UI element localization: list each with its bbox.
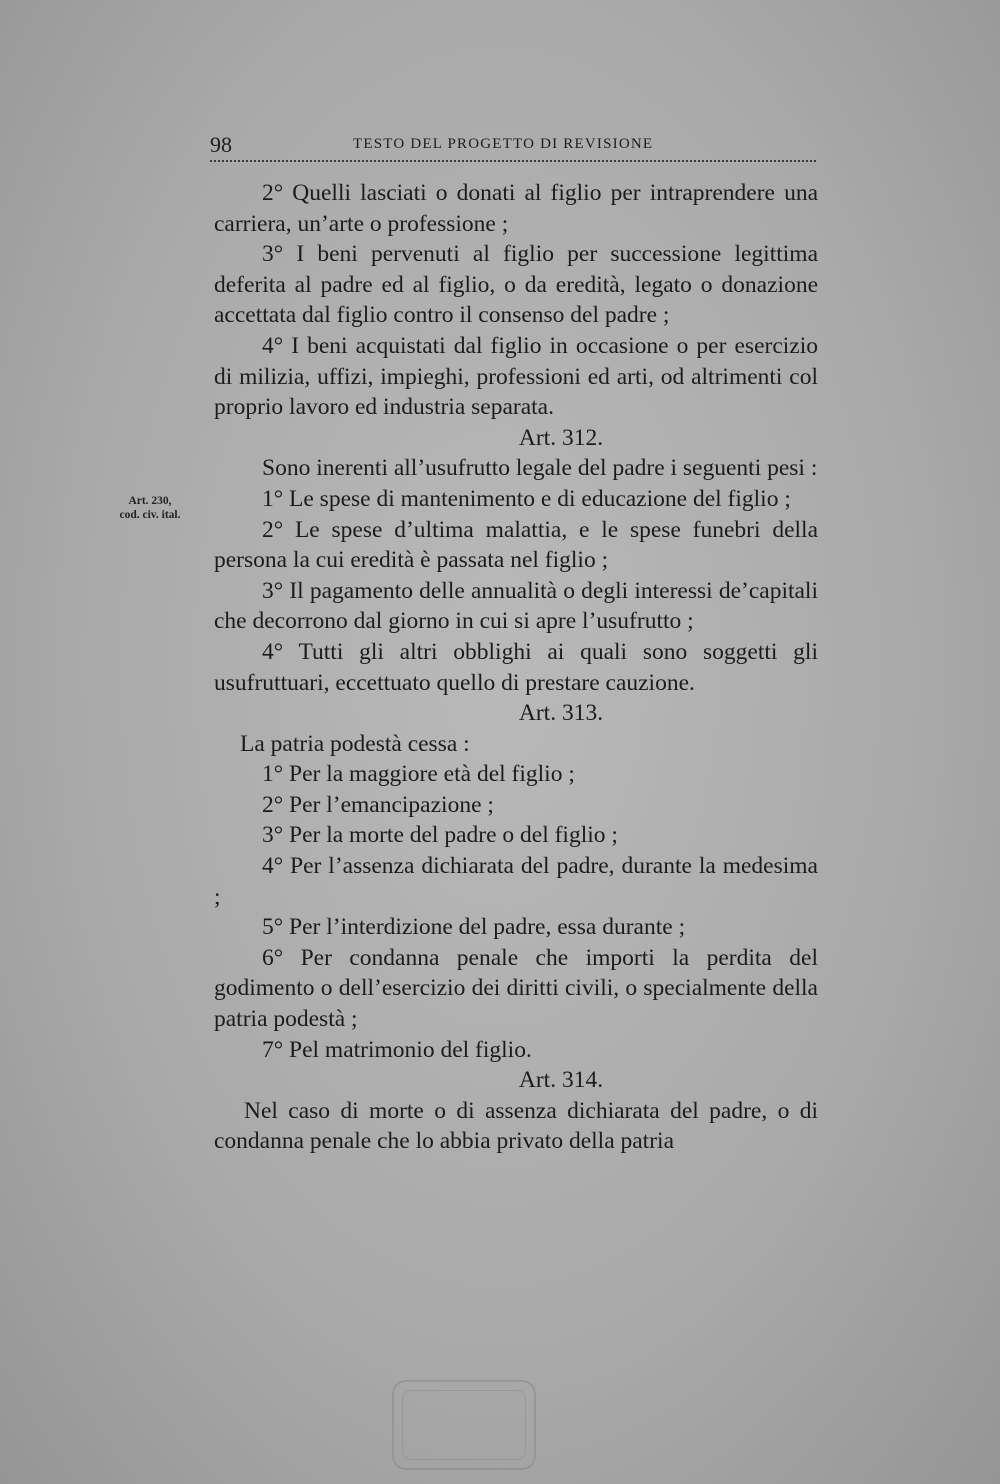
paragraph: 4° Tutti gli altri obblighi ai quali sono soggetti gli usufruttuari, eccettuato quello di prestare cauzione. (214, 638, 818, 696)
paragraph: 6° Per condanna penale che importi la perdita del godimento o dell’esercizio dei diritti civili, o specialmente della patria podestà ; (214, 944, 818, 1033)
margin-note (100, 494, 200, 522)
paragraph: 5° Per l’interdizione del padre, essa durante ; (262, 914, 686, 941)
paragraph: 2° Per l’emancipazione ; (262, 791, 494, 818)
article-heading: Art. 314. (518, 1067, 604, 1094)
article-heading: Art. 313. (518, 700, 604, 727)
paragraph: 4° Per l’assenza dichiarata del padre, durante la medesima ; (214, 853, 818, 910)
running-title: TESTO DEL PROGETTO DI REVISIONE (353, 136, 654, 152)
body-text (214, 178, 818, 1157)
paragraph: 1° Le spese di mantenimento e di educazione del figlio ; (262, 485, 791, 512)
library-stamp-inner-border (402, 1390, 526, 1460)
page-header (210, 132, 816, 160)
paragraph: 2° Le spese d’ultima malattia, e le spese funebri della persona la cui eredità è passata nel figlio ; (214, 516, 818, 574)
paragraph: 3° I beni pervenuti al figlio per successione legittima deferita al padre ed al figlio, o da eredità, legato o donazione accettata dal figlio contro il consenso del padre ; (214, 241, 818, 329)
header-dotted-rule (210, 160, 816, 162)
paragraph: Nel caso di morte o di assenza dichiarata del padre, o di condanna penale che lo abbia privato della patria (214, 1097, 818, 1155)
paragraph: 2° Quelli lasciati o donati al figlio per intraprendere una carriera, un’arte o professione ; (214, 180, 818, 237)
paragraph: 3° Per la morte del padre o del figlio ; (262, 822, 618, 849)
library-stamp (392, 1380, 536, 1470)
paragraph: La patria podestà cessa : (240, 730, 470, 757)
paragraph: 4° I beni acquistati dal figlio in occasione o per esercizio di milizia, uffizi, impieghi, professioni ed arti, od altrimenti col proprio lavoro ed industria separata. (214, 332, 818, 421)
margin-note-line-1: Art. 230, (128, 495, 172, 507)
paragraph: 1° Per la maggiore età del figlio ; (262, 761, 575, 788)
paragraph: 7° Pel matrimonio del figlio. (262, 1036, 532, 1063)
paragraph: Sono inerenti all’usufrutto legale del padre i seguenti pesi : (262, 455, 818, 482)
page-number: 98 (210, 132, 232, 157)
margin-note-line-2: cod. civ. ital. (119, 509, 181, 521)
article-heading: Art. 312. (518, 424, 604, 451)
paragraph: 3° Il pagamento delle annualità o degli interessi de’capitali che decorrono dal giorno in cui si apre l’usufrutto ; (214, 577, 818, 635)
